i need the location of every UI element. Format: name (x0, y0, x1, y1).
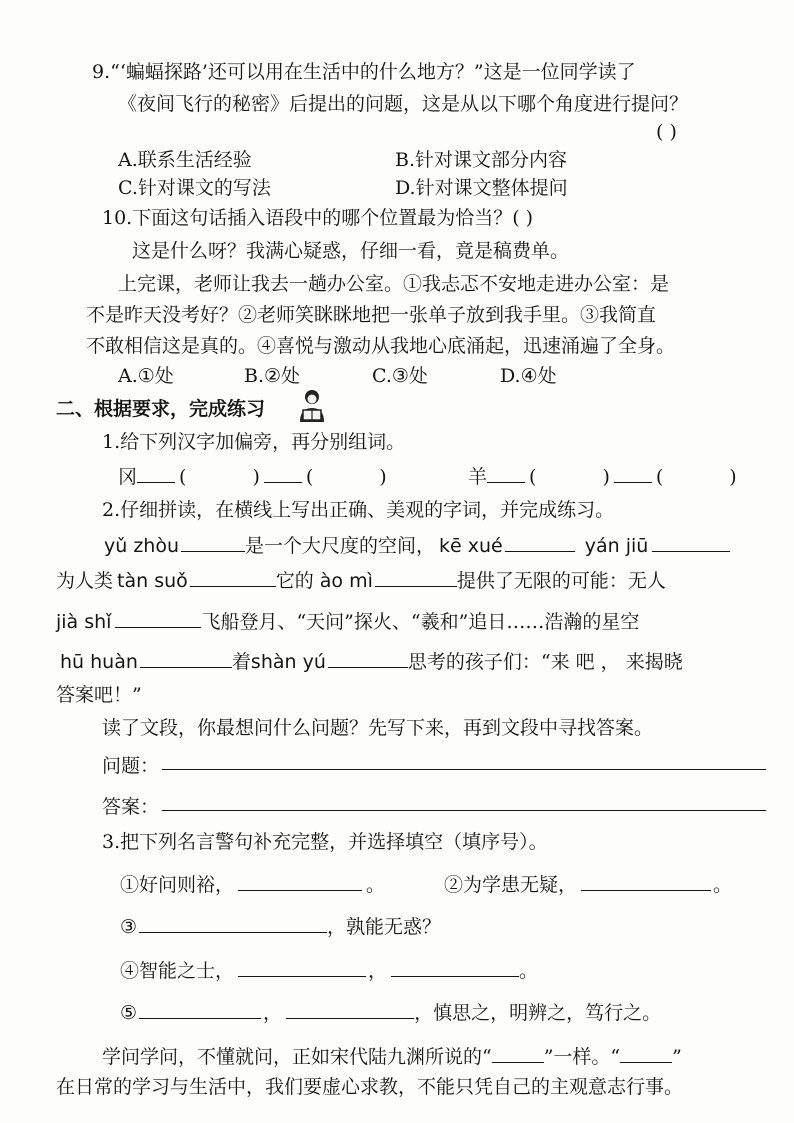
s1-radical-blank-2[interactable] (264, 462, 302, 483)
q10-option-b[interactable]: B.②处 (244, 365, 301, 387)
s2-ask: 读了文段，你最想问什么问题？先写下来，再到文段中寻找答案。 (102, 717, 654, 739)
q10-quote: 这是什么呀？我满心疑惑，仔细一看，竟是稿费单。 (132, 240, 570, 262)
blank-shanyu[interactable] (328, 647, 408, 668)
blank-item1[interactable] (238, 870, 362, 891)
q9-option-a[interactable]: A.联系生活经验 (118, 149, 252, 171)
question-answer-line[interactable] (162, 769, 766, 770)
s2-line1: yǔ zhòu 是一个大尺度的空间， kē xué yán jiū (104, 531, 730, 560)
s2-line4: hū huàn 着shàn yú 思考的孩子们：“来 吧 ， 来揭晓 (60, 647, 683, 676)
q10-option-c[interactable]: C.③处 (372, 365, 428, 387)
q9-line1: 9.“‘蝙蝠探路’还可以用在生活中的什么地方？”这是一位同学读了 (92, 61, 636, 83)
q9-option-d[interactable]: D.针对课文整体提问 (395, 177, 568, 199)
q10-para1: 上完课，老师让我去一趟办公室。①我忐忑不安地走进办公室：是 (118, 273, 670, 295)
s3-item5: ⑤ ， ，慎思之，明辨之，笃行之。 (120, 998, 661, 1027)
q10-line1: 10.下面这句话插入语段中的哪个位置最为恰当？( ) (102, 207, 534, 229)
s1-title: 1.给下列汉字加偏旁，再分别组词。 (102, 431, 406, 453)
blank-kexue[interactable] (505, 531, 575, 552)
q10-para2: 不是昨天没考好？②老师笑眯眯地把一张单子放到我手里。③我简直 (86, 304, 657, 326)
s3-item3: ③ ，孰能无惑？ (120, 912, 441, 941)
blank-item4b[interactable] (391, 956, 519, 977)
s1-radical-blank-3[interactable] (487, 462, 525, 483)
blank-huhuan[interactable] (140, 647, 232, 668)
pinyin-yuzhou: yǔ zhòu (104, 535, 180, 557)
s1-char-1: 冈 (118, 466, 138, 488)
q9-answer-paren[interactable]: ( ) (656, 121, 677, 143)
question-label: 问题： (102, 755, 160, 777)
pinyin-yanjiu: yán jiū (584, 535, 649, 557)
s2-line5: 答案吧！” (56, 684, 142, 706)
pinyin-aomi: ào mì (319, 570, 373, 592)
q9-line2: 《夜间飞行的秘密》后提出的问题，这是从以下哪个角度进行提问？ (118, 93, 689, 115)
blank-item2[interactable] (581, 870, 711, 891)
s1-row: 冈 ( ) ( ) (118, 462, 387, 491)
blank-item5a[interactable] (139, 998, 261, 1019)
s3-title: 3.把下列名言警句补充完整，并选择填空（填序号）。 (102, 831, 548, 853)
s3-final-line1: 学问学问，不懂就问，正如宋代陆九渊所说的“ ”一样。“ ” (102, 1042, 682, 1071)
answer-answer-line[interactable] (162, 810, 766, 811)
section-2-heading: 二、根据要求，完成练习 (56, 398, 266, 420)
s1-radical-blank-4[interactable] (614, 462, 652, 483)
s1-row-2: 羊 ( ) ( ) (468, 462, 737, 491)
q9-option-c[interactable]: C.针对课文的写法 (118, 177, 271, 199)
blank-yuzhou[interactable] (181, 531, 245, 552)
answer-label: 答案： (102, 796, 160, 818)
s1-char-2: 羊 (468, 466, 488, 488)
blank-item5b[interactable] (286, 998, 414, 1019)
s3-item2: ②为学患无疑， 。 (444, 870, 732, 899)
q10-para3: 不敢相信这是真的。④喜悦与激动从我地心底涌起，迅速涌遍了全身。 (86, 335, 676, 357)
s2-line2: 为人类 tàn suǒ 它的 ào mì 提供了无限的可能：无人 (56, 566, 666, 595)
blank-item4a[interactable] (238, 956, 366, 977)
pinyin-jiashi: jià shǐ (56, 611, 112, 633)
s3-item1: ①好问则裕， 。 (120, 870, 385, 899)
s3-item4: ④智能之士， ， 。 (120, 956, 538, 985)
blank-item3[interactable] (139, 912, 327, 933)
s3-final-line2: 在日常的学习与生活中，我们要虚心求教，不能只凭自己的主观意志行事。 (56, 1076, 684, 1098)
s1-radical-blank-1[interactable] (137, 462, 175, 483)
blank-final-a[interactable] (492, 1042, 544, 1063)
q9-option-b[interactable]: B.针对课文部分内容 (395, 149, 568, 171)
pinyin-tansuo: tàn suǒ (117, 570, 188, 592)
child-reading-icon (294, 388, 330, 424)
blank-jiashi[interactable] (115, 607, 201, 628)
q10-option-d[interactable]: D.④处 (500, 365, 557, 387)
blank-yanjiu[interactable] (652, 531, 730, 552)
pinyin-huhuan: hū huàn (60, 651, 138, 673)
pinyin-shanyu: shàn yú (250, 651, 326, 673)
s2-title: 2.仔细拼读，在横线上写出正确、美观的字词，并完成练习。 (102, 499, 615, 521)
q10-option-a[interactable]: A.①处 (118, 365, 174, 387)
blank-tansuo[interactable] (190, 566, 276, 587)
blank-aomi[interactable] (375, 566, 457, 587)
pinyin-kexue: kē xué (439, 535, 503, 557)
blank-final-b[interactable] (620, 1042, 672, 1063)
s2-line3: jià shǐ 飞船登月、“天问”探火、“羲和”追日……浩瀚的星空 (56, 607, 639, 636)
